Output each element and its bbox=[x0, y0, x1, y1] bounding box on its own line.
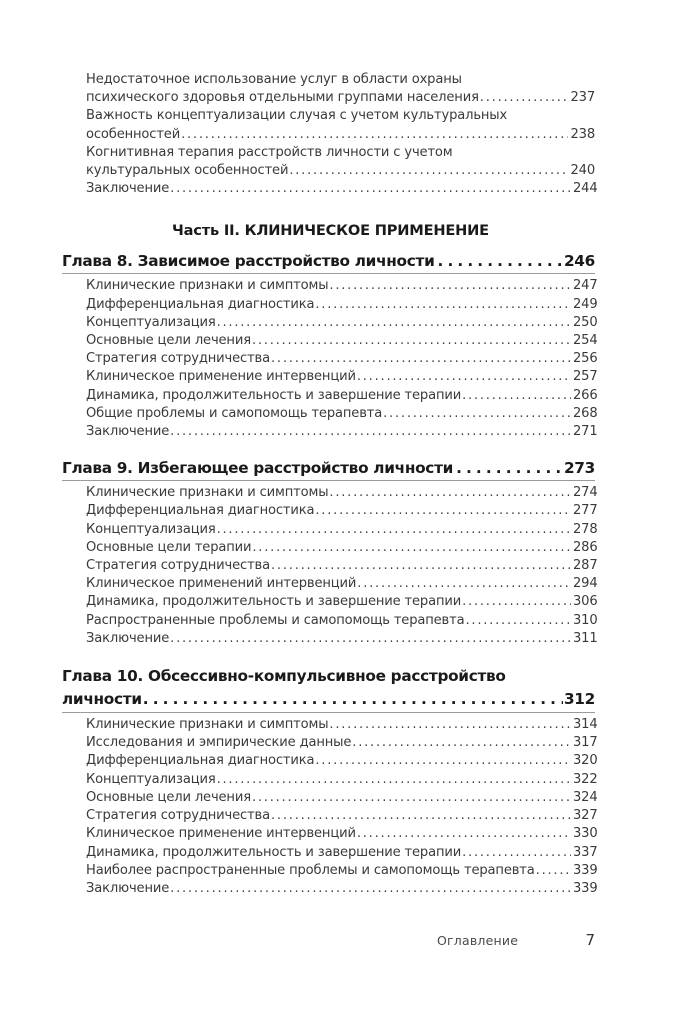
dot-leader bbox=[536, 862, 571, 880]
toc-entry[interactable] bbox=[62, 350, 598, 368]
toc-entry-page: 254 bbox=[573, 333, 598, 349]
toc-entry-title-line: культуральных особенностей bbox=[86, 163, 289, 179]
dot-leader bbox=[143, 688, 563, 711]
toc-entry-title: Заключение bbox=[86, 630, 170, 646]
toc-entry-title: Дифференциальная диагностика bbox=[86, 753, 315, 769]
toc-entry[interactable] bbox=[62, 144, 595, 180]
toc-entry[interactable] bbox=[62, 405, 598, 423]
intro-entries bbox=[62, 71, 598, 198]
toc-entry-title: Основные цели терапии bbox=[86, 539, 252, 555]
dot-leader bbox=[456, 458, 563, 479]
toc-entry-page: 317 bbox=[573, 735, 598, 751]
toc-entry-title: Заключение bbox=[86, 424, 170, 440]
dot-leader bbox=[271, 557, 571, 575]
toc-entry-title: Динамика, продолжительность и завершение терапии bbox=[86, 844, 462, 860]
toc-entry-title: Клинические признаки и симптомы bbox=[86, 278, 329, 294]
chapter-sections bbox=[62, 277, 598, 441]
page-number: 7 bbox=[585, 931, 595, 949]
chapter-title-line: Глава 10. Обсессивно-компульсивное расстройство bbox=[62, 667, 506, 686]
toc-entry-title-line: Когнитивная терапия расстройств личности с учетом bbox=[86, 144, 453, 160]
dot-leader bbox=[357, 825, 571, 843]
toc-entry-page: 286 bbox=[573, 539, 598, 555]
toc-entry-page: 274 bbox=[573, 485, 598, 501]
toc-entry-title-line: психического здоровья отдельными группами населения bbox=[86, 90, 479, 106]
chapter-title: Глава 8. Зависимое расстройство личности bbox=[62, 252, 435, 271]
toc-entry[interactable] bbox=[62, 332, 598, 350]
toc-entry[interactable] bbox=[62, 844, 598, 862]
toc-entry-page: 277 bbox=[573, 503, 598, 519]
toc-entry[interactable] bbox=[62, 484, 598, 502]
toc-entry-title: Клиническое применение интервенций bbox=[86, 826, 356, 842]
dot-leader bbox=[170, 630, 571, 648]
toc-entry[interactable] bbox=[62, 630, 598, 648]
toc-entry-title: Заключение bbox=[86, 880, 170, 896]
toc-entry-page: 266 bbox=[573, 387, 598, 403]
toc-entry-page: 249 bbox=[573, 296, 598, 312]
chapter-heading[interactable] bbox=[62, 458, 595, 481]
toc-entry[interactable] bbox=[62, 277, 598, 295]
toc-entry[interactable] bbox=[62, 557, 598, 575]
dot-leader bbox=[170, 423, 571, 441]
chapter-sections bbox=[62, 716, 598, 898]
dot-leader bbox=[271, 807, 571, 825]
part-title: Часть II. КЛИНИЧЕСКОЕ ПРИМЕНЕНИЕ bbox=[172, 222, 489, 240]
toc-entry-page: 339 bbox=[573, 862, 598, 878]
dot-leader bbox=[315, 502, 571, 520]
toc-entry[interactable] bbox=[62, 539, 598, 557]
toc-entry-page: 237 bbox=[570, 90, 595, 106]
toc-entry[interactable] bbox=[62, 593, 598, 611]
toc-entry-title: Концептуализация bbox=[86, 521, 216, 537]
toc-entry[interactable] bbox=[62, 734, 598, 752]
chapter-page: 273 bbox=[563, 459, 595, 478]
toc-entry[interactable] bbox=[62, 314, 598, 332]
toc-entry-page: 271 bbox=[573, 424, 598, 440]
chapter-heading[interactable] bbox=[62, 251, 595, 274]
chapter-10 bbox=[62, 665, 598, 898]
toc-entry[interactable] bbox=[62, 880, 598, 898]
toc-entry-page: 314 bbox=[573, 717, 598, 733]
toc-entry-page: 278 bbox=[573, 521, 598, 537]
chapter-title-line: личности bbox=[62, 690, 142, 709]
toc-entry[interactable] bbox=[62, 807, 598, 825]
toc-entry[interactable] bbox=[62, 612, 598, 630]
running-title: Оглавление bbox=[437, 933, 519, 948]
toc-entry[interactable] bbox=[62, 789, 598, 807]
dot-leader bbox=[329, 277, 571, 295]
toc-entry[interactable] bbox=[62, 521, 598, 539]
dot-leader bbox=[315, 752, 571, 770]
toc-entry-page: 320 bbox=[573, 753, 598, 769]
toc-entry-page: 238 bbox=[570, 126, 595, 142]
dot-leader bbox=[462, 387, 571, 405]
toc-entry[interactable] bbox=[62, 771, 598, 789]
toc-entry-page: 306 bbox=[573, 594, 598, 610]
toc-entry-title: Основные цели лечения bbox=[86, 789, 251, 805]
dot-leader bbox=[329, 484, 571, 502]
chapter-8 bbox=[62, 251, 598, 441]
dot-leader bbox=[271, 350, 571, 368]
toc-entry-title: Стратегия сотрудничества bbox=[86, 558, 270, 574]
toc-entry-page: 257 bbox=[573, 369, 598, 385]
toc-entry-title-line: Важность концептуализации случая с учетом культуральных bbox=[86, 108, 508, 124]
toc-entry[interactable] bbox=[62, 387, 598, 405]
dot-leader bbox=[217, 771, 571, 789]
dot-leader bbox=[329, 716, 571, 734]
toc-entry[interactable] bbox=[62, 862, 598, 880]
toc-entry-title: Концептуализация bbox=[86, 314, 216, 330]
dot-leader bbox=[315, 296, 571, 314]
toc-entry-page: 287 bbox=[573, 558, 598, 574]
toc-entry[interactable] bbox=[62, 368, 598, 386]
dot-leader bbox=[217, 314, 571, 332]
toc-entry-title: Концептуализация bbox=[86, 771, 216, 787]
table-of-contents bbox=[62, 71, 598, 898]
toc-entry-page: 311 bbox=[573, 630, 598, 646]
toc-entry-title: Динамика, продолжительность и завершение терапии bbox=[86, 594, 462, 610]
toc-entry-title: Исследования и эмпирические данные bbox=[86, 735, 352, 751]
dot-leader bbox=[181, 126, 568, 144]
toc-entry-title: Основные цели лечения bbox=[86, 333, 251, 349]
toc-entry-page: 339 bbox=[573, 880, 598, 896]
toc-entry-title-line: особенностей bbox=[86, 126, 181, 142]
toc-entry[interactable] bbox=[62, 716, 598, 734]
toc-entry-title: Клинические признаки и симптомы bbox=[86, 717, 329, 733]
toc-entry-page: 294 bbox=[573, 576, 598, 592]
dot-leader bbox=[465, 612, 571, 630]
toc-entry[interactable] bbox=[62, 423, 598, 441]
toc-entry[interactable] bbox=[62, 107, 595, 143]
toc-entry-title: Наиболее распространенные проблемы и самопомощь терапевта bbox=[86, 862, 535, 878]
toc-entry[interactable] bbox=[62, 752, 598, 770]
dot-leader bbox=[217, 521, 571, 539]
toc-entry-title: Общие проблемы и самопомощь терапевта bbox=[86, 405, 383, 421]
dot-leader bbox=[289, 162, 568, 180]
toc-entry-page: 256 bbox=[573, 351, 598, 367]
toc-entry[interactable] bbox=[62, 825, 598, 843]
toc-entry-page: 244 bbox=[573, 181, 598, 197]
dot-leader bbox=[352, 734, 571, 752]
dot-leader bbox=[252, 332, 571, 350]
toc-entry-page: 324 bbox=[573, 789, 598, 805]
dot-leader bbox=[357, 575, 571, 593]
page-footer bbox=[437, 931, 597, 949]
toc-entry-page: 268 bbox=[573, 405, 598, 421]
dot-leader bbox=[357, 368, 571, 386]
toc-entry-title: Распространенные проблемы и самопомощь терапевта bbox=[86, 612, 465, 628]
dot-leader bbox=[438, 251, 563, 272]
dot-leader bbox=[383, 405, 571, 423]
toc-entry-page: 240 bbox=[570, 163, 595, 179]
dot-leader bbox=[462, 844, 571, 862]
toc-entry-page: 247 bbox=[573, 278, 598, 294]
toc-entry-page: 322 bbox=[573, 771, 598, 787]
toc-entry-title: Дифференциальная диагностика bbox=[86, 503, 315, 519]
dot-leader bbox=[170, 880, 571, 898]
toc-entry-page: 327 bbox=[573, 808, 598, 824]
toc-entry-page: 330 bbox=[573, 826, 598, 842]
chapter-sections bbox=[62, 484, 598, 648]
toc-entry-title: Стратегия сотрудничества bbox=[86, 808, 270, 824]
chapter-page: 312 bbox=[563, 690, 595, 709]
toc-entry-title: Клинические признаки и симптомы bbox=[86, 485, 329, 501]
toc-entry-title: Стратегия сотрудничества bbox=[86, 351, 270, 367]
toc-entry[interactable] bbox=[62, 502, 598, 520]
chapter-page: 246 bbox=[563, 252, 595, 271]
toc-entry[interactable] bbox=[62, 71, 595, 107]
toc-entry-title: Заключение bbox=[86, 181, 170, 197]
dot-leader bbox=[462, 593, 571, 611]
dot-leader bbox=[170, 180, 571, 198]
toc-entry-title: Дифференциальная диагностика bbox=[86, 296, 315, 312]
toc-entry-title-line: Недостаточное использование услуг в области охраны bbox=[86, 72, 462, 87]
toc-entry-title: Клиническое применений интервенций bbox=[86, 576, 357, 592]
chapter-heading[interactable] bbox=[62, 665, 595, 713]
toc-entry[interactable] bbox=[62, 296, 598, 314]
toc-entry[interactable] bbox=[62, 180, 598, 198]
toc-entry-page: 337 bbox=[573, 844, 598, 860]
toc-entry-page: 310 bbox=[573, 612, 598, 628]
chapter-9 bbox=[62, 458, 598, 648]
chapter-title: Глава 9. Избегающее расстройство личности bbox=[62, 459, 454, 478]
dot-leader bbox=[252, 539, 571, 557]
toc-entry[interactable] bbox=[62, 575, 598, 593]
dot-leader bbox=[480, 89, 569, 107]
toc-entry-title: Динамика, продолжительность и завершение терапии bbox=[86, 387, 462, 403]
dot-leader bbox=[252, 789, 571, 807]
toc-entry-title: Клиническое применение интервенций bbox=[86, 369, 356, 385]
toc-entry-page: 250 bbox=[573, 314, 598, 330]
